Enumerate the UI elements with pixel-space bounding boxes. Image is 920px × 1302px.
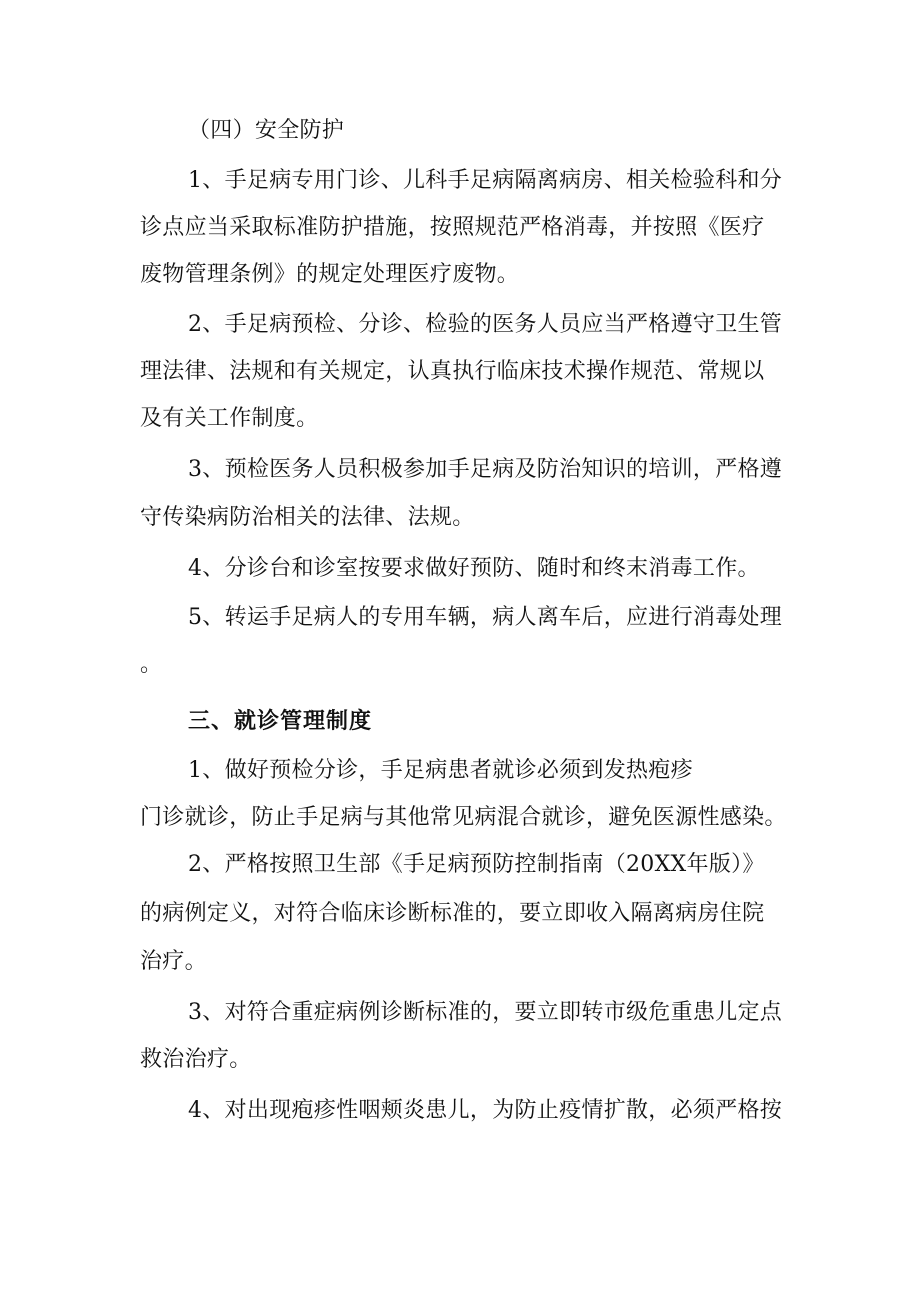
paragraph-line: 1、做好预检分诊，手足病患者就诊必须到发热疱疹: [188, 758, 693, 783]
paragraph-line: 废物管理条例》的规定处理医疗废物。: [140, 262, 520, 287]
paragraph-line: 4、对出现疱疹性咽颊炎患儿，为防止疫情扩散，必须严格按: [188, 1098, 783, 1123]
section-four-heading: （四）安全防护: [188, 118, 345, 143]
paragraph-line: 。: [140, 652, 163, 677]
paragraph-line: 5、转运手足病人的专用车辆，病人离车后，应进行消毒处理: [188, 605, 783, 630]
paragraph-line: 守传染病防治相关的法律、法规。: [140, 505, 475, 530]
paragraph-line: 及有关工作制度。: [140, 406, 319, 431]
paragraph-line: 诊点应当采取标准防护措施，按照规范严格消毒，并按照《医疗: [140, 215, 765, 240]
paragraph-line: 理法律、法规和有关规定，认真执行临床技术操作规范、常规以: [140, 359, 765, 384]
paragraph-line: 2、手足病预检、分诊、检验的医务人员应当严格遵守卫生管: [188, 312, 783, 337]
paragraph-line: 1、手足病专用门诊、儿科手足病隔离病房、相关检验科和分: [188, 168, 783, 193]
paragraph-line: 3、预检医务人员积极参加手足病及防治知识的培训，严格遵: [188, 457, 783, 482]
paragraph-line: 3、对符合重症病例诊断标准的，要立即转市级危重患儿定点: [188, 1000, 783, 1025]
paragraph-line: 治疗。: [140, 949, 207, 974]
section-three-heading: 三、就诊管理制度: [188, 709, 373, 734]
paragraph-line: 门诊就诊，防止手足病与其他常见病混合就诊，避免医源性感染。: [140, 805, 787, 830]
paragraph-line: 2、严格按照卫生部《手足病预防控制指南（20XX年版）》: [188, 852, 765, 877]
paragraph-line: 的病例定义，对符合临床诊断标准的，要立即收入隔离病房住院: [140, 901, 765, 926]
paragraph-line: 4、分诊台和诊室按要求做好预防、随时和终末消毒工作。: [188, 556, 760, 581]
paragraph-line: 救治治疗。: [140, 1047, 252, 1072]
